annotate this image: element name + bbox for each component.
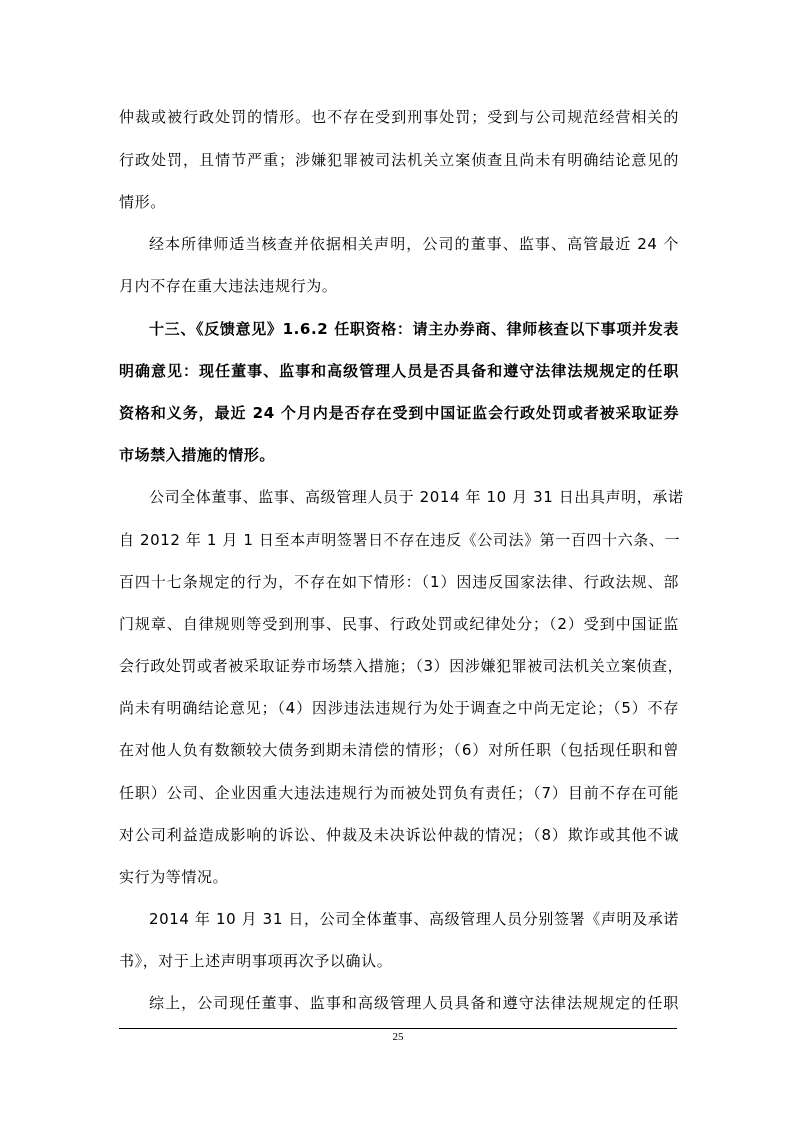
paragraph-line: 在对他人负有数额较大债务到期未清偿的情形；（6）对所任职（包括现任职和曾 [119,741,679,759]
paragraph-line: 书》，对于上述声明事项再次予以确认。 [119,952,393,970]
paragraph-line: 月内不存在重大违法违规行为。 [119,277,338,295]
paragraph-line: 仲裁或被行政处罚的情形。也不存在受到刑事处罚；受到与公司规范经营相关的 [119,108,679,126]
paragraph-line: 综上，公司现任董事、监事和高级管理人员具备和遵守法律法规规定的任职 [149,994,679,1012]
paragraph-line: 百四十七条规定的行为，不存在如下情形：（1）因违反国家法律、行政法规、部 [119,573,679,591]
paragraph-line: 自 2012 年 1 月 1 日至本声明签署日不存在违反《公司法》第一百四十六条、一 [119,531,681,549]
paragraph-line: 实行为等情况。 [119,868,229,886]
paragraph-line: 门规章、自律规则等受到刑事、民事、行政处罚或纪律处分；（2）受到中国证监 [119,615,679,633]
paragraph-line: 公司全体董事、监事、高级管理人员于 2014 年 10 月 31 日出具声明，承诺 [149,488,684,506]
paragraph-line: 对公司利益造成影响的诉讼、仲裁及未决诉讼仲裁的情况；（8）欺诈或其他不诚 [119,826,679,844]
paragraph-line: 情形。 [119,193,166,211]
feedback-question-line: 明确意见：现任董事、监事和高级管理人员是否具备和遵守法律法规规定的任职 [119,362,679,380]
feedback-question-line: 十三、《反馈意见》1.6.2 任职资格：请主办券商、律师核查以下事项并发表 [149,320,679,338]
footer-divider [119,1028,677,1029]
paragraph-line: 行政处罚，且情节严重；涉嫌犯罪被司法机关立案侦查且尚未有明确结论意见的 [119,151,679,169]
feedback-question-line: 市场禁入措施的情形。 [119,446,276,464]
paragraph-line: 尚未有明确结论意见；（4）因涉违法违规行为处于调查之中尚无定论；（5）不存 [119,699,679,717]
paragraph-line: 任职）公司、企业因重大违法违规行为而被处罚负有责任；（7）目前不存在可能 [119,784,679,802]
page-number: 25 [392,1031,404,1043]
paragraph-line: 会行政处罚或者被采取证券市场禁入措施；（3）因涉嫌犯罪被司法机关立案侦查， [119,657,684,675]
feedback-question-line: 资格和义务，最近 24 个月内是否存在受到中国证监会行政处罚或者被采取证券 [119,404,679,422]
paragraph-line: 2014 年 10 月 31 日，公司全体董事、高级管理人员分别签署《声明及承诺 [149,910,679,928]
paragraph-line: 经本所律师适当核查并依据相关声明，公司的董事、监事、高管最近 24 个 [149,235,679,253]
